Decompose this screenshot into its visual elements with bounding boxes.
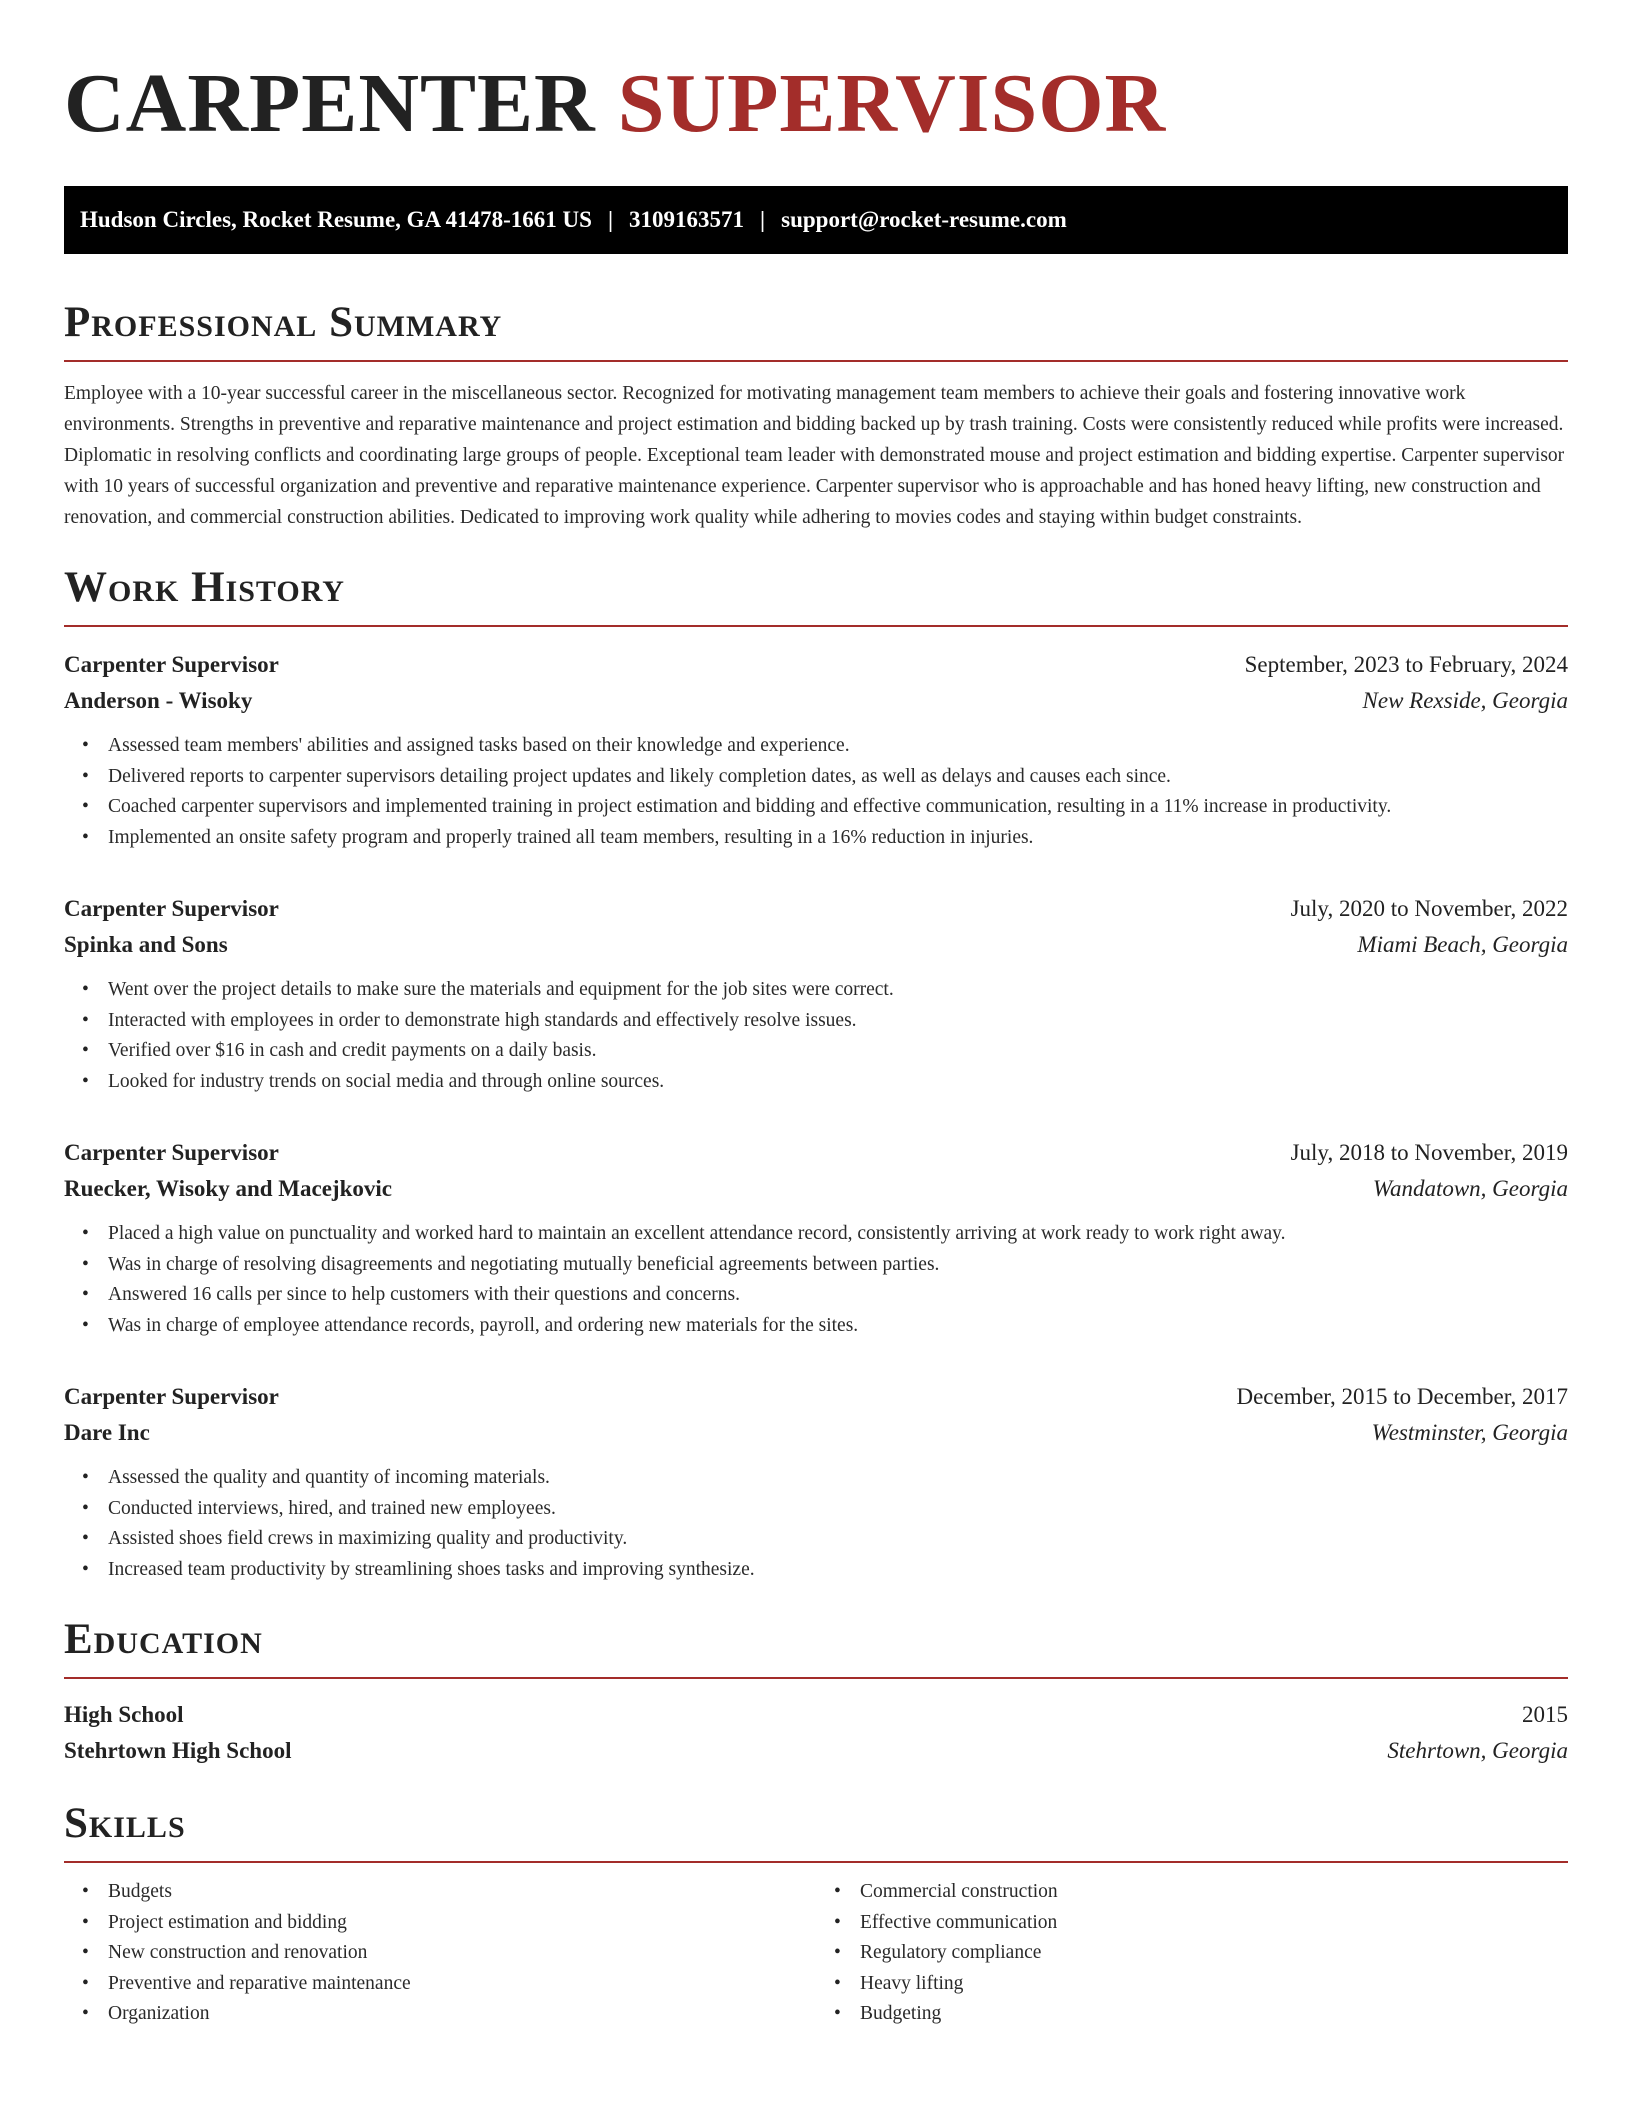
section-title-summary: Professional Summary [64,298,1568,362]
job-dates: July, 2020 to November, 2022 [1290,896,1568,921]
job-entry [64,647,1568,853]
skill-item: • Effective communication [860,1908,1568,1939]
job-role: Carpenter Supervisor [64,1384,279,1409]
job-company: Ruecker, Wisoky and Macejkovic [64,1176,392,1201]
job-bullets [64,1219,1568,1341]
job-entry [64,1379,1568,1585]
job-bullet: • Coached carpenter supervisors and implemented training in project estimation and bidding and effective communication, resulting in a 11% increase in productivity. [108,792,1568,823]
job-company: Spinka and Sons [64,932,228,957]
first-name: CARPENTER [64,57,596,150]
job-bullets [64,731,1568,853]
job-dates: December, 2015 to December, 2017 [1236,1384,1568,1409]
job-bullet: • Assessed the quality and quantity of incoming materials. [108,1463,1568,1494]
skills-column-right [816,1877,1568,2030]
job-bullet: • Interacted with employees in order to demonstrate high standards and effectively resolve issues. [108,1006,1568,1037]
job-entry [64,1135,1568,1341]
job-role: Carpenter Supervisor [64,896,279,921]
job-bullet: • Verified over $16 in cash and credit payments on a daily basis. [108,1036,1568,1067]
skills-column-left [64,1877,816,2030]
contact-email: support@rocket-resume.com [781,207,1067,232]
contact-bar [64,186,1568,254]
skill-item: • New construction and renovation [108,1938,816,1969]
summary-section [64,298,1568,533]
skill-item: • Regulatory compliance [860,1938,1568,1969]
last-name: SUPERVISOR [617,57,1167,150]
skill-item: • Project estimation and bidding [108,1908,816,1939]
job-location: Westminster, Georgia [1371,1420,1568,1445]
job-bullet: • Increased team productivity by streamlining shoes tasks and improving synthesize. [108,1555,1568,1586]
job-entry [64,891,1568,1097]
job-bullet: • Assessed team members' abilities and assigned tasks based on their knowledge and experience. [108,731,1568,762]
job-bullet: • Assisted shoes field crews in maximizing quality and productivity. [108,1524,1568,1555]
education-school: Stehrtown High School [64,1738,292,1763]
skills-grid [64,1877,1568,2030]
education-location: Stehrtown, Georgia [1387,1738,1568,1763]
skills-section [64,1799,1568,2030]
skill-item: • Preventive and reparative maintenance [108,1969,816,2000]
job-bullets [64,1463,1568,1585]
contact-separator: | [760,207,766,232]
contact-address: Hudson Circles, Rocket Resume, GA 41478-1661 US [80,207,592,232]
contact-phone: 3109163571 [629,207,745,232]
job-bullet: • Went over the project details to make sure the materials and equipment for the job sites were correct. [108,975,1568,1006]
section-title-work-history: Work History [64,563,1568,627]
job-location: New Rexside, Georgia [1362,688,1568,713]
job-bullet: • Conducted interviews, hired, and trained new employees. [108,1494,1568,1525]
job-bullet: • Was in charge of resolving disagreements and negotiating mutually beneficial agreements between parties. [108,1250,1568,1281]
job-bullet: • Placed a high value on punctuality and worked hard to maintain an excellent attendance record, consistently arriving at work ready to work right away. [108,1219,1568,1250]
job-location: Wandatown, Georgia [1372,1176,1568,1201]
skill-item: • Budgets [108,1877,816,1908]
contact-separator: | [607,207,614,232]
job-dates: July, 2018 to November, 2019 [1290,1140,1568,1165]
work-history-section [64,563,1568,1585]
section-title-education: Education [64,1615,1568,1679]
skill-item: • Heavy lifting [860,1969,1568,2000]
skill-item: • Budgeting [860,1999,1568,2030]
education-entry [64,1697,1568,1769]
job-company: Anderson - Wisoky [64,688,253,713]
job-role: Carpenter Supervisor [64,652,279,677]
job-dates: September, 2023 to February, 2024 [1244,652,1568,677]
job-bullet: • Delivered reports to carpenter supervisors detailing project updates and likely completion dates, as well as delays and causes each since. [108,762,1568,793]
education-year: 2015 [1522,1702,1568,1727]
job-location: Miami Beach, Georgia [1357,932,1568,957]
section-title-skills: Skills [64,1799,1568,1863]
job-bullets [64,975,1568,1097]
job-bullet: • Implemented an onsite safety program and properly trained all team members, resulting in a 16% reduction in injuries. [108,823,1568,854]
job-role: Carpenter Supervisor [64,1140,279,1165]
job-company: Dare Inc [64,1420,150,1445]
education-degree: High School [64,1702,184,1727]
summary-text: Employee with a 10-year successful career in the miscellaneous sector. Recognized for motivating management team members to achieve their goals and fostering innovative work environments. Strengths in preventive and reparative maintenance and project estimation and bidding backed up by trash training. Costs were consistently reduced while profits were increased. Diplomatic in resolving conflicts and coordinating large groups of people. Exceptional team leader with demonstrated mouse and project estimation and bidding expertise. Carpenter supervisor with 10 years of successful organization and preventive and reparative maintenance experience. Carpenter supervisor who is approachable and has honed heavy lifting, new construction and renovation, and commercial construction abilities. Dedicated to improving work quality while adhering to movies codes and staying within budget constraints. [64,383,1565,528]
skill-item: • Organization [108,1999,816,2030]
job-bullet: • Answered 16 calls per since to help customers with their questions and concerns. [108,1280,1568,1311]
resume-name [64,56,1568,152]
skill-item: • Commercial construction [860,1877,1568,1908]
education-section [64,1615,1568,1769]
job-bullet: • Was in charge of employee attendance records, payroll, and ordering new materials for the sites. [108,1311,1568,1342]
job-bullet: • Looked for industry trends on social media and through online sources. [108,1067,1568,1098]
